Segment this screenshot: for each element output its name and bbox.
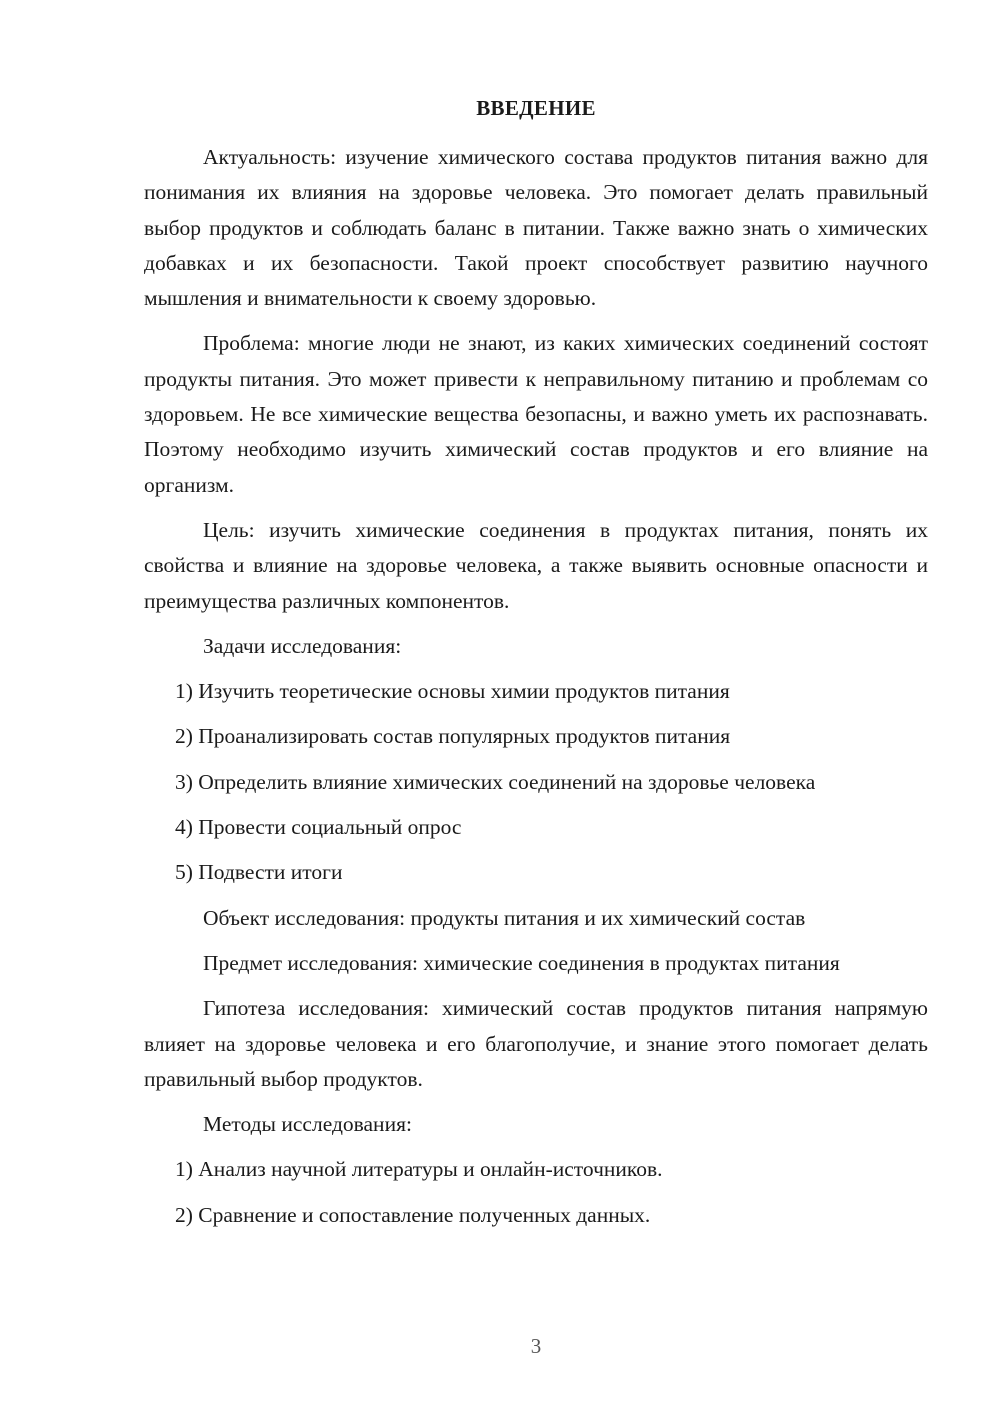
goal-paragraph: Цель: изучить химические соединения в продуктах питания, понять их свойства и влияние на здоровье человека, а также выявить основные опасности и преимущества различных компонентов. bbox=[144, 517, 928, 613]
problem-paragraph: Проблема: многие люди не знают, из каких химических соединений состоят продукты питания. Это может привести к неправильному питанию и проблемам со здоровьем. Не все химические вещества безопасны, и важно уметь их распознавать. Поэтому необходимо изучить химический состав продуктов и его влияние на организм. bbox=[144, 331, 928, 497]
methods-heading: Методы исследования: bbox=[203, 1112, 412, 1137]
task-item: 1) Изучить теоретические основы химии продуктов питания bbox=[175, 679, 730, 704]
task-item: 2) Проанализировать состав популярных продуктов питания bbox=[175, 724, 731, 749]
page-number: 3 bbox=[530, 1334, 542, 1358]
tasks-heading: Задачи исследования: bbox=[203, 633, 402, 658]
hypothesis-paragraph: Гипотеза исследования: химический состав продуктов питания напрямую влияет на здоровье человека и его благополучие, и знание этого помогает делать правильный выбор продуктов. bbox=[144, 996, 928, 1091]
subject-paragraph: Предмет исследования: химические соединения в продуктах питания bbox=[203, 950, 840, 975]
method-item: 1) Анализ научной литературы и онлайн-источников. bbox=[175, 1157, 663, 1182]
method-item: 2) Сравнение и сопоставление полученных данных. bbox=[175, 1202, 651, 1227]
task-item: 3) Определить влияние химических соединений на здоровье человека bbox=[175, 769, 816, 794]
body-text bbox=[144, 140, 928, 1243]
task-item: 5) Подвести итоги bbox=[175, 860, 343, 885]
object-line: Объект исследования: продукты питания и их химический состав bbox=[203, 905, 806, 930]
section-title: ВВЕДЕНИЕ bbox=[476, 96, 596, 120]
relevance-paragraph: Актуальность: изучение химического состава продуктов питания важно для понимания их влияния на здоровье человека. Это помогает делать правильный выбор продуктов и соблюдать баланс в питании. Также важно знать о химических добавках и их безопасности. Такой проект способствует развитию научного мышления и внимательности к своему здоровью. bbox=[144, 145, 928, 311]
task-item: 4) Провести социальный опрос bbox=[175, 815, 462, 840]
